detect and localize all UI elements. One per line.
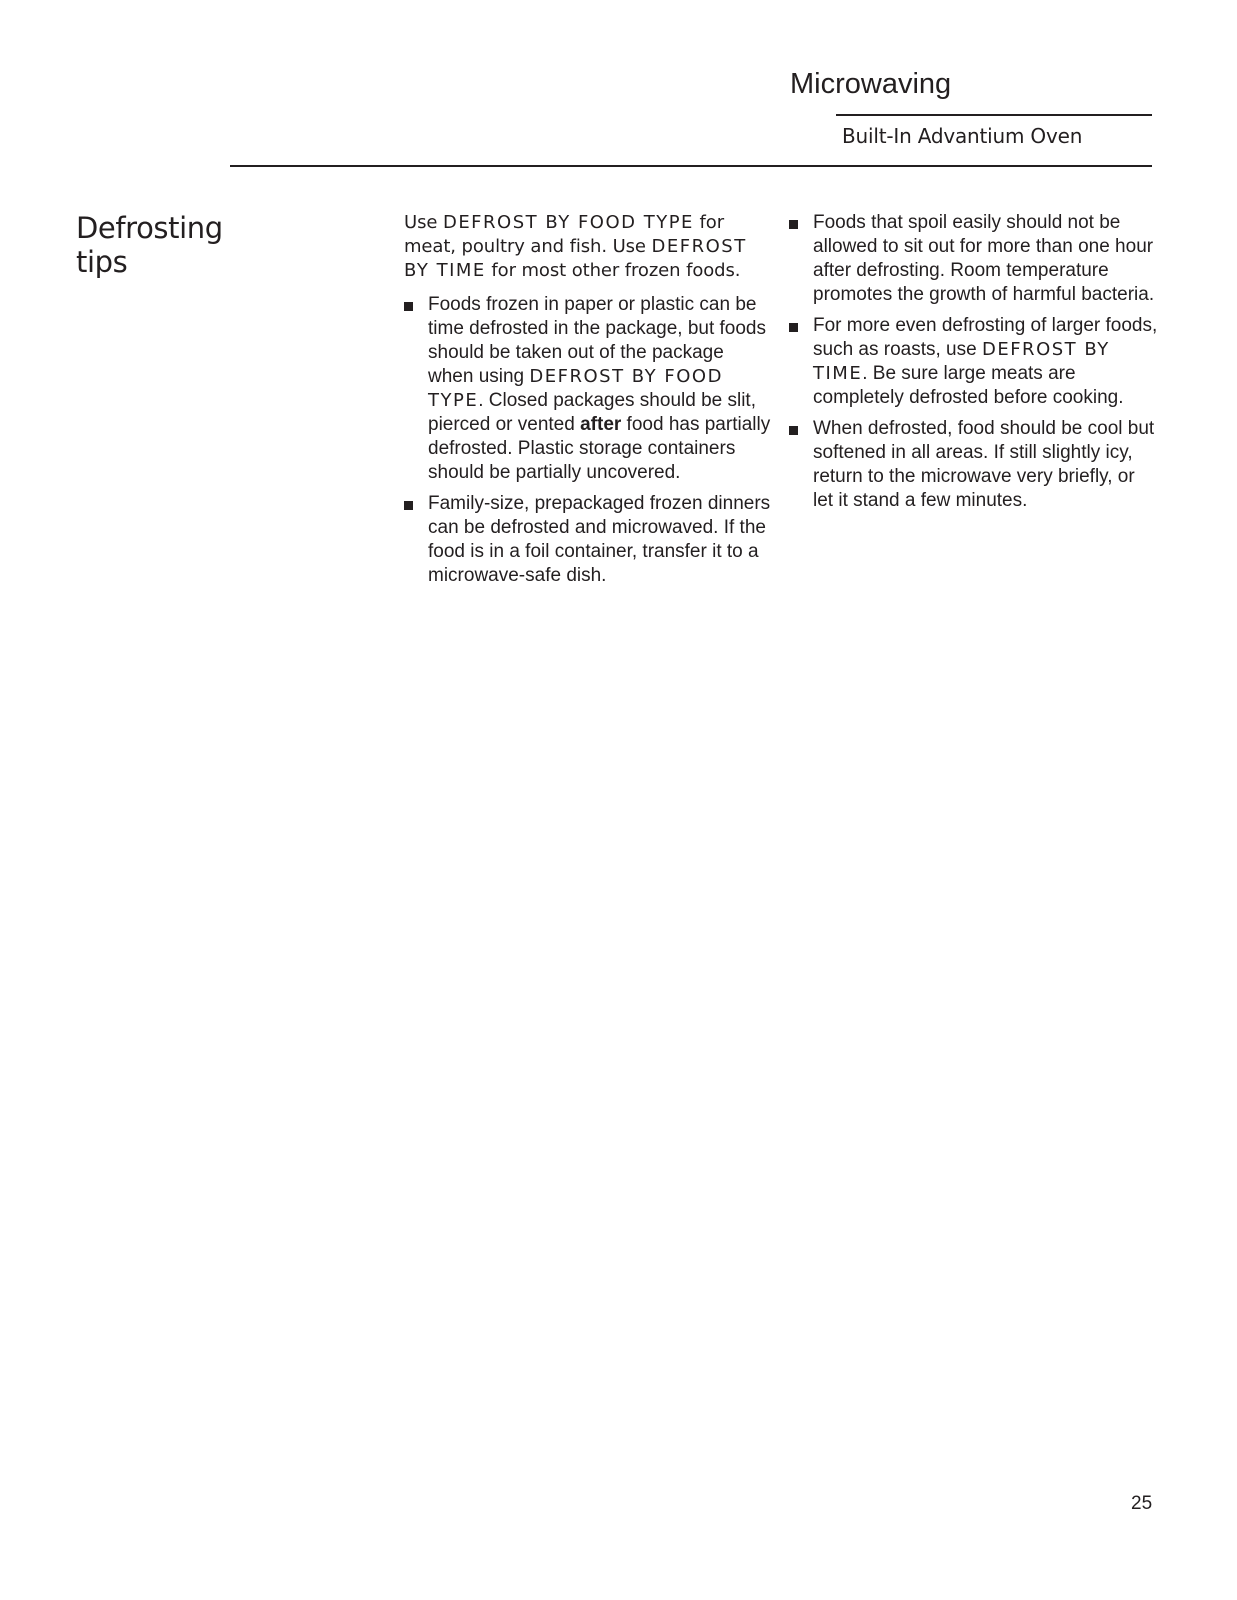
bullet-emphasis: after [580, 414, 622, 435]
section-title-line2: tips [76, 245, 128, 279]
square-bullet-icon [789, 220, 798, 229]
bullet-text: When defrosted, food should be cool but softened in all areas. If still slightly icy, return to the microwave very briefly, or let it stand a few minutes. [813, 418, 1155, 511]
page-header-title: Microwaving [790, 68, 952, 100]
page-number: 25 [1131, 1493, 1153, 1514]
header-rule-long [230, 165, 1152, 167]
section-title-line1: Defrosting [76, 211, 223, 245]
bullet-setting-name: DEFROST BY FOOD TYPE [428, 366, 723, 411]
intro-text: for most other frozen foods. [485, 260, 741, 281]
bullet-text: Foods that spoil easily should not be allowed to sit out for more than one hour after defrosting. Room temperature promotes the growth of harmful bacteria. [813, 212, 1155, 305]
bullet-setting-name: DEFROST BY TIME [813, 339, 1110, 384]
square-bullet-icon [404, 302, 413, 311]
section-title [76, 211, 246, 279]
square-bullet-icon [789, 426, 798, 435]
list-item [404, 293, 774, 485]
intro-setting-name: DEFROST BY FOOD TYPE [442, 212, 694, 233]
right-column [789, 211, 1159, 520]
square-bullet-icon [404, 501, 413, 510]
intro-paragraph [404, 211, 774, 283]
intro-text: for meat, poultry and fish. Use [404, 212, 725, 257]
list-item [404, 492, 774, 588]
list-item [789, 211, 1159, 307]
list-item [789, 417, 1159, 513]
left-column [404, 211, 774, 595]
right-bullet-list [789, 211, 1159, 513]
left-bullet-list [404, 293, 774, 588]
bullet-text: For more even defrosting of larger foods, such as roasts, use [813, 315, 1158, 360]
intro-setting-name: DEFROST BY TIME [404, 236, 747, 281]
square-bullet-icon [789, 323, 798, 332]
bullet-text: . Closed packages should be slit, pierced or vented [428, 390, 756, 435]
intro-text: Use [404, 212, 443, 233]
bullet-text: . Be sure large meats are completely defrosted before cooking. [813, 363, 1124, 408]
header-rule-short [836, 114, 1152, 116]
bullet-text: food has partially defrosted. Plastic storage containers should be partially uncovered. [428, 414, 771, 483]
bullet-text: Family-size, prepackaged frozen dinners can be defrosted and microwaved. If the food is in a foil container, transfer it to a microwave-safe dish. [428, 493, 771, 586]
bullet-text: Foods frozen in paper or plastic can be time defrosted in the package, but foods should be taken out of the package when using [428, 294, 766, 387]
page-header-subtitle: Built-In Advantium Oven [842, 124, 1083, 148]
list-item [789, 314, 1159, 410]
